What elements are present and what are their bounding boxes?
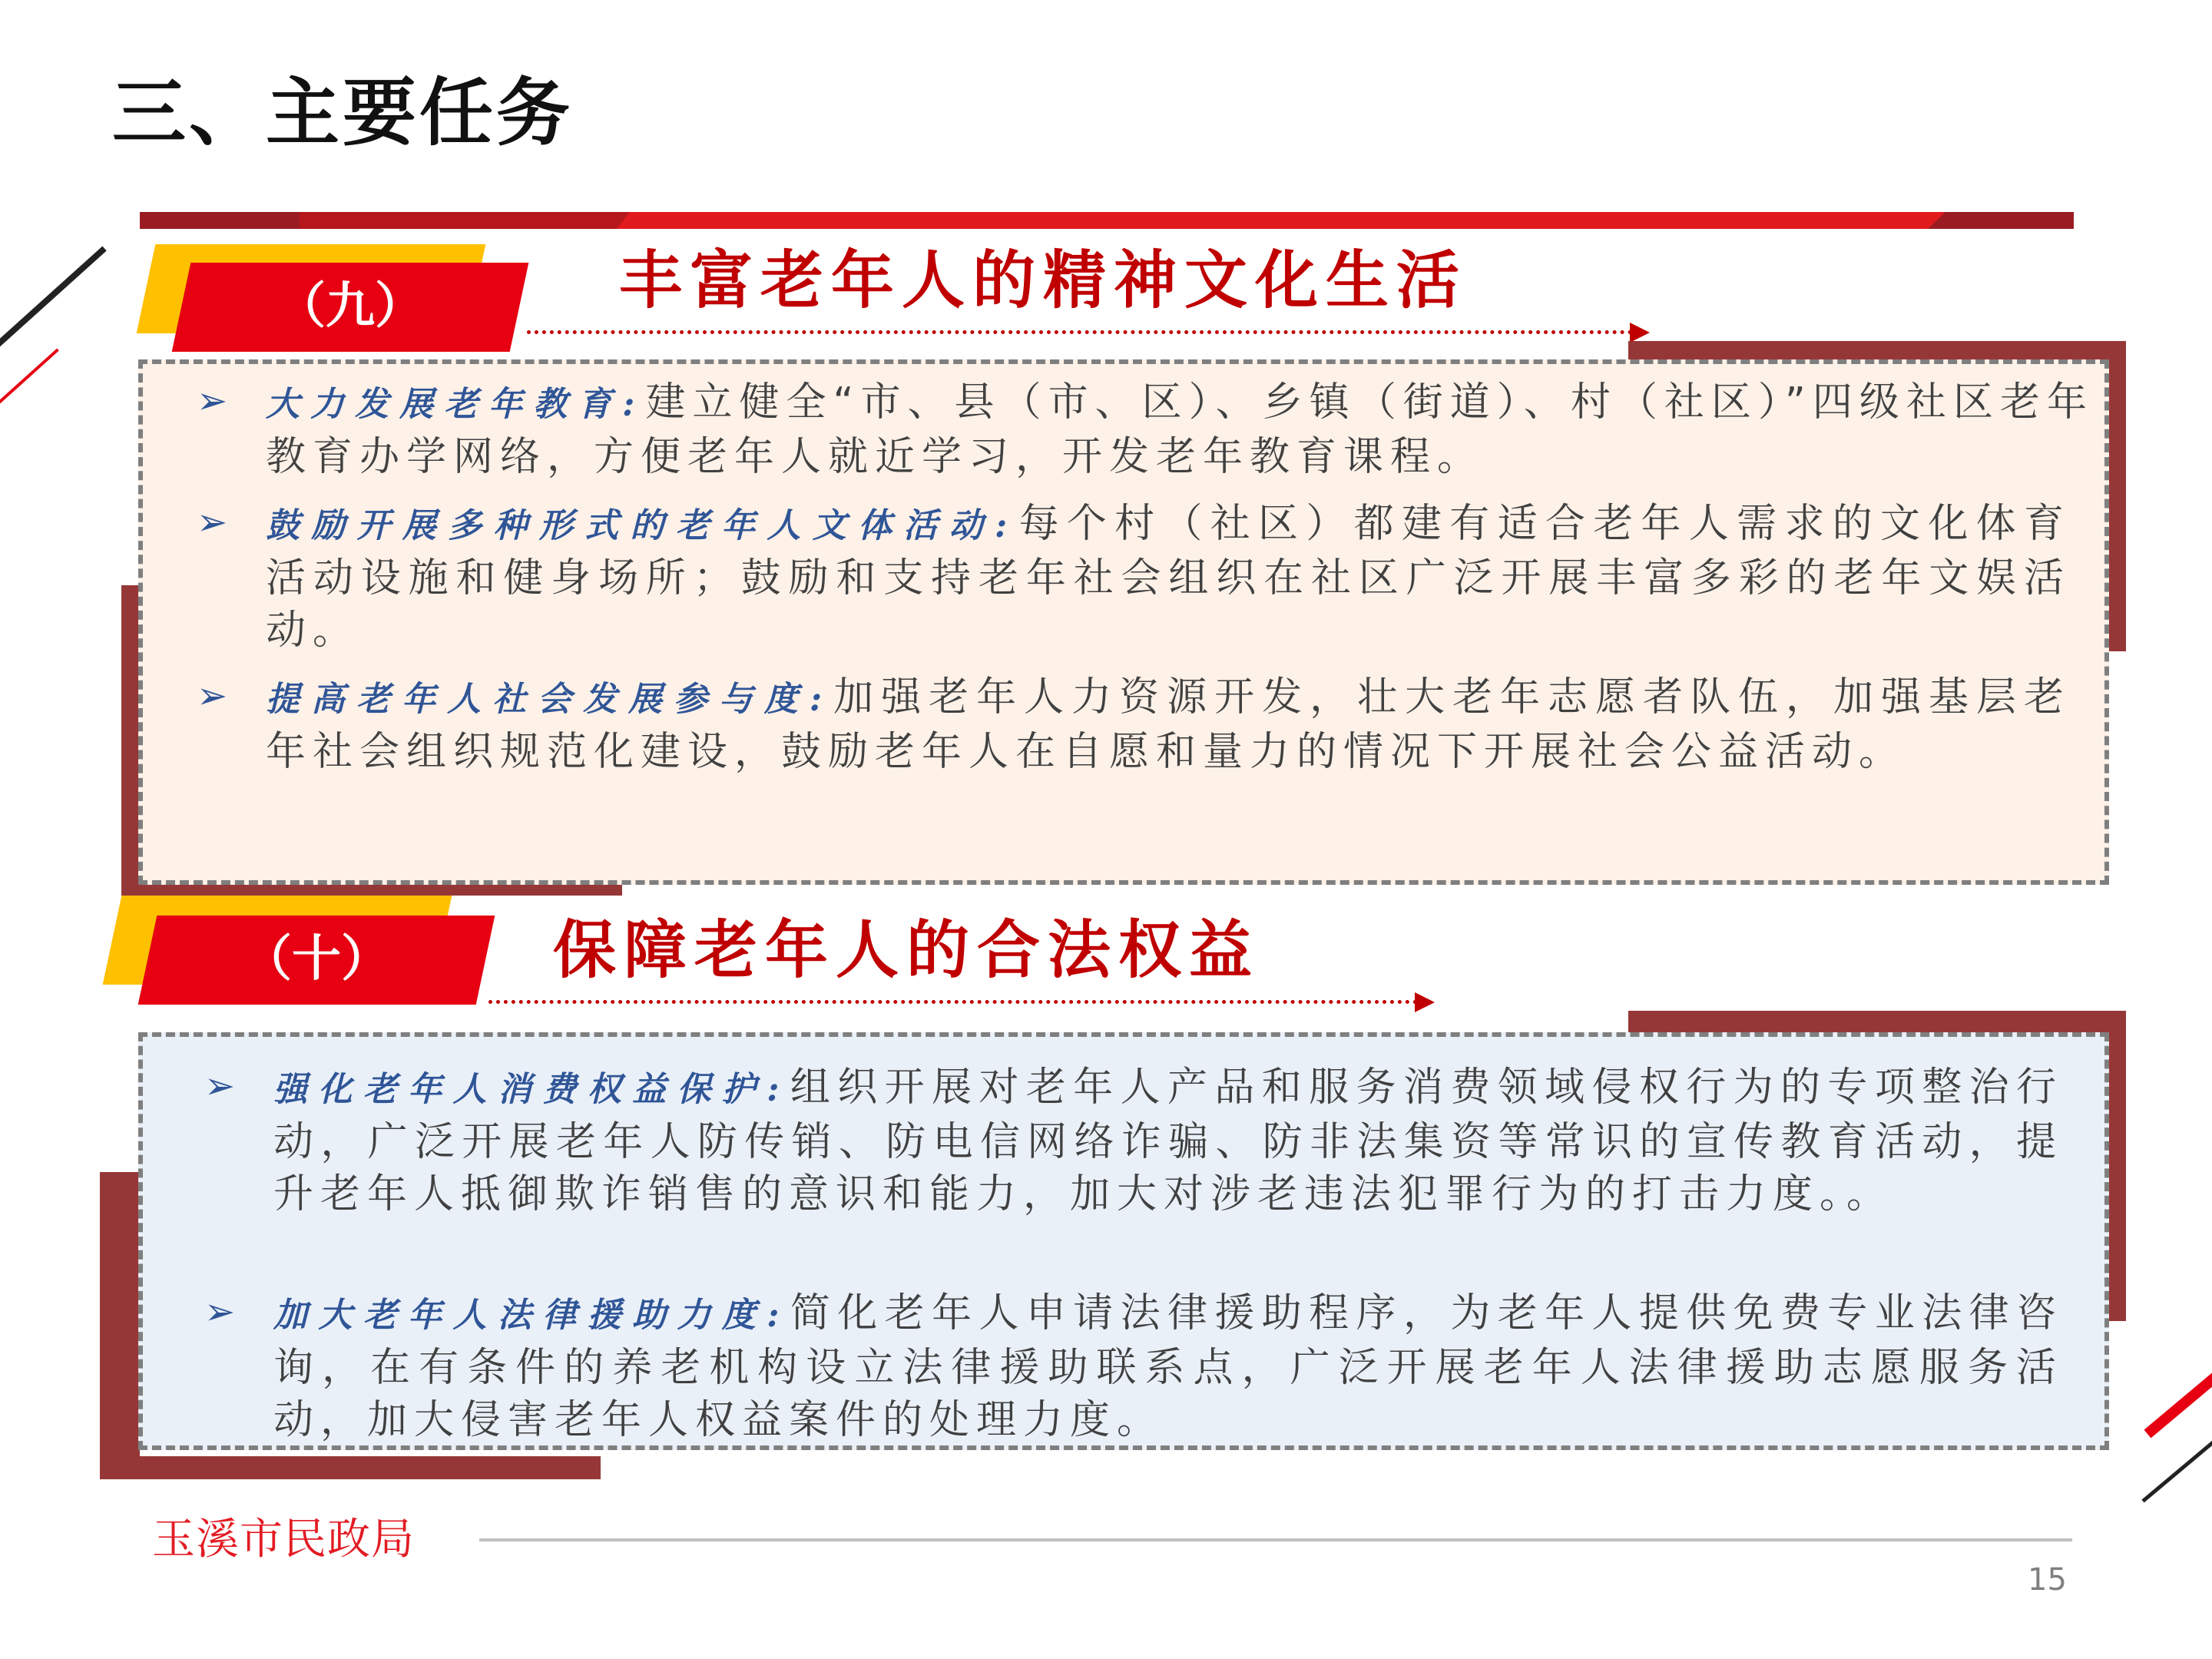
section10-badge-label: （十） — [243, 931, 390, 988]
item-text: 组织开展对老年人产品和服务消费领域侵权行为的专项整治行动，广泛开展老年人防传销、防电信网络诈骗、防非法集资等常识的宣传教育活动，提升老年人抵御欺诈销售的意识和能力，加大对涉老违法犯罪行为的打击力度。。 — [273, 1065, 2063, 1217]
section9-badge-label: （九） — [276, 278, 424, 335]
diagonal-dark-line-right — [2141, 1435, 2212, 1502]
section9-item-3 — [197, 671, 2071, 828]
item-lead: 强化老年人消费权益保护: — [273, 1070, 790, 1109]
section10-bar-top-right — [1628, 1011, 2126, 1034]
item-text: 建立健全“市、县（市、区）、乡镇（街道）、村（社区）”四级社区老年教育办学网络，方便老年人就近学习，开发老年教育课程。 — [266, 379, 2094, 480]
arrow-bullet-icon: ➢ — [204, 1065, 236, 1108]
slide-title: 三、主要任务 — [112, 70, 573, 156]
arrow-bullet-icon: ➢ — [197, 379, 228, 422]
section9-dotted-arrow — [527, 330, 1633, 334]
arrow-bullet-icon: ➢ — [197, 674, 228, 717]
section10-item-2 — [204, 1287, 2063, 1444]
section10-item-1 — [204, 1061, 2063, 1273]
diagonal-red-line-right — [2144, 1351, 2212, 1439]
footer-divider — [479, 1538, 2072, 1541]
diagonal-dark-line-left — [0, 247, 107, 359]
section9-heading: 丰富老年人的精神文化生活 — [619, 243, 1468, 317]
item-text: 每个村（社区）都建有适合老年人需求的文化体育活动设施和健身场所；鼓励和支持老年社会组织在社区广泛开展丰富多彩的老年文娱活动。 — [266, 501, 2071, 654]
page-number: 15 — [2028, 1562, 2067, 1598]
section10-arrow-head — [1415, 992, 1435, 1012]
section10-bar-left-vertical — [100, 1172, 140, 1479]
section10-heading: 保障老年人的合法权益 — [553, 913, 1260, 987]
section9-item-1 — [197, 376, 2094, 484]
item-lead: 提高老年人社会发展参与度: — [266, 680, 833, 719]
item-lead: 大力发展老年教育: — [266, 385, 646, 424]
footer-organization: 玉溪市民政局 — [152, 1515, 415, 1565]
arrow-bullet-icon: ➢ — [197, 501, 228, 544]
top-band-dark-left — [140, 212, 301, 229]
section10-dotted-arrow — [488, 1000, 1418, 1004]
top-band-dark-right — [1928, 212, 2074, 229]
top-band-dark-mid — [300, 212, 630, 229]
section9-item-2 — [197, 498, 2071, 654]
item-lead: 鼓励开展多种形式的老年人文体活动: — [266, 506, 1018, 545]
item-text: 加强老年人力资源开发，壮大老年志愿者队伍，加强基层老年社会组织规范化建设，鼓励老年人在自愿和量力的情况下开展社会公益活动。 — [266, 674, 2071, 775]
section10-bar-bottom-left — [100, 1456, 601, 1479]
arrow-bullet-icon: ➢ — [204, 1290, 236, 1333]
diagonal-red-line-left — [0, 349, 59, 410]
section9-arrow-head — [1630, 323, 1650, 343]
item-text: 简化老年人申请法律援助程序，为老年人提供免费专业法律咨询，在有条件的养老机构设立法律援助联系点，广泛开展老年人法律援助志愿服务活动，加大侵害老年人权益案件的处理力度。 — [273, 1290, 2063, 1443]
item-lead: 加大老年人法律援助力度: — [273, 1296, 790, 1335]
